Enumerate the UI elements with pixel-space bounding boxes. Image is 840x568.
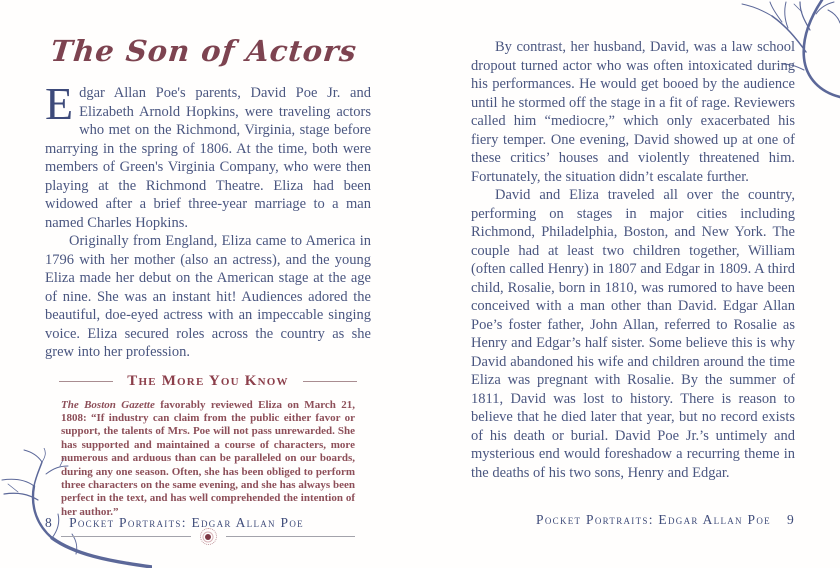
sidebar-heading: The More You Know bbox=[127, 372, 289, 389]
left-page bbox=[45, 34, 371, 545]
right-running-title: Pocket Portraits: Edgar Allan Poe bbox=[536, 512, 771, 527]
sidebar-quote-text: favorably reviewed Eliza on March 21, 1808: “If industry can claim from the public either favor or support, the talents of Mrs. Poe will not pass unrewarded. She has supported and maintained a course of characters, more numerous and arduous than can be paralleled on our boards, during any one season. Often, she has been obliged to perform three characters on the same evening, and she has always been perfect in the text, and has well comprehended the intention of her author.” bbox=[61, 398, 355, 518]
divider-rule-right bbox=[226, 536, 356, 537]
divider-rule-left bbox=[61, 536, 191, 537]
heading-rule-left bbox=[59, 381, 113, 382]
left-paragraph-1 bbox=[45, 78, 371, 232]
sidebar-heading-row bbox=[59, 373, 357, 390]
right-page bbox=[471, 38, 795, 482]
right-page-number: 9 bbox=[786, 512, 795, 527]
more-you-know-sidebar bbox=[45, 373, 371, 520]
chapter-title: The Son of Actors bbox=[49, 34, 359, 68]
right-paragraph-2: David and Eliza traveled all over the country, performing on stages in major cities including Richmond, Philadelphia, Boston, and New York. The couple had at least two children together, William (often called Henry) in 1807 and Edgar in 1809. A third child, Rosalie, born in 1810, was rumored to have been conceived with a man other than David. Edgar Allan Poe’s foster father, John Allan, referred to Rosalie as Henry and Edgar’s half sister. Some believe this is why David abandoned his wife and children around the time Eliza was pregnant with Rosalie. By the summer of 1811, David was lost to history. There is reason to believe that he died later that year, but no record exists of his death or burial. David Poe Jr.’s untimely and mysterious end would foreshadow a recurring theme in the deaths of his two sons, Henry and Edgar. bbox=[471, 187, 795, 481]
left-page-footer bbox=[45, 515, 304, 531]
heading-rule-right bbox=[303, 381, 357, 382]
left-paragraph-1-text: dgar Allan Poe's parents, David Poe Jr. and Elizabeth Arnold Hopkins, were traveling actors who met on the Richmond, Virginia, stage before marrying in the spring of 1806. At the time, both were members of Green's Virginia Company, who were then playing at the Richmond Theatre. Eliza had been widowed after a brief three-year marriage to a man named Charles Hopkins. bbox=[45, 85, 371, 231]
sidebar-source-title: The Boston Gazette bbox=[61, 398, 155, 411]
right-paragraph-1: By contrast, her husband, David, was a law school dropout turned actor who was often intoxicated during his performances. He would get booed by the audience until he stormed off the stage in a fit of rage. Reviewers called him “mediocre,” which only exacerbated his fiery temper. One evening, David showed up at one of these critics’ houses and violently threatened him. Fortunately, the situation didn’t escalate further. bbox=[471, 39, 795, 185]
left-running-title: Pocket Portraits: Edgar Allan Poe bbox=[69, 515, 304, 530]
drop-cap: E bbox=[45, 78, 74, 129]
sidebar-quote bbox=[45, 399, 371, 520]
left-page-number: 8 bbox=[45, 515, 54, 530]
right-page-footer bbox=[536, 512, 795, 528]
left-paragraph-2: Originally from England, Eliza came to America in 1796 with her mother (also an actress), and the young Eliza made her debut on the American stage at the age of nine. She was an instant hit! Audiences adored the beautiful, doe-eyed actress with an impeccable singing voice. Eliza secured roles across the country as she grew into her profession. bbox=[45, 233, 371, 360]
